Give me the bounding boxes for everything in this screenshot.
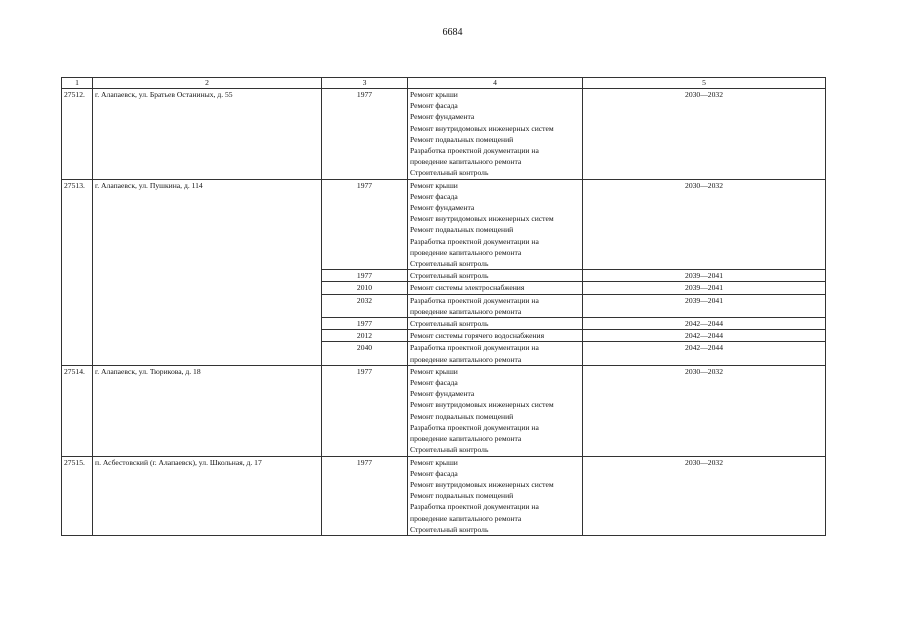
work-item: Ремонт фасада — [410, 468, 458, 478]
year-cell: 1977 — [322, 89, 408, 180]
year-cell: 2010 — [322, 282, 408, 294]
work-item: Строительный контроль — [410, 524, 489, 534]
work-item: Ремонт крыши — [410, 180, 458, 190]
table-row — [62, 179, 826, 270]
period-cell: 2039—2041 — [583, 294, 826, 317]
work-item: Разработка проектной документации на — [410, 422, 539, 432]
period-cell: 2030—2032 — [583, 179, 826, 270]
work-item: Ремонт внутридомовых инженерных систем — [410, 479, 554, 489]
table-body — [62, 89, 826, 536]
year-cell: 1977 — [322, 270, 408, 282]
work-item: проведение капитального ремонта — [410, 247, 522, 257]
period-cell: 2042—2044 — [583, 330, 826, 342]
work-item: Ремонт подвальных помещений — [410, 134, 514, 144]
work-item: Строительный контроль — [410, 319, 489, 329]
work-item: проведение капитального ремонта — [410, 306, 522, 316]
record-number: 27515. — [62, 456, 93, 535]
period-cell: 2030—2032 — [583, 365, 826, 456]
work-item: Ремонт фасада — [410, 378, 458, 388]
work-item: Разработка проектной документации на — [410, 295, 539, 305]
year-cell: 2040 — [322, 342, 408, 365]
works-cell — [408, 330, 583, 342]
period-cell: 2039—2041 — [583, 282, 826, 294]
header-cell-2: 2 — [93, 78, 322, 89]
work-item: проведение капитального ремонта — [410, 157, 522, 167]
building-address: г. Алапаевск, ул. Пушкина, д. 114 — [93, 179, 322, 365]
work-item: проведение капитального ремонта — [410, 354, 522, 364]
work-item: Ремонт системы горячего водоснабжения — [410, 331, 545, 341]
work-item: Ремонт крыши — [410, 457, 458, 467]
year-cell: 1977 — [322, 456, 408, 535]
table-row — [62, 89, 826, 180]
work-item: проведение капитального ремонта — [410, 434, 522, 444]
year-cell: 1977 — [322, 179, 408, 270]
work-item: Ремонт фасада — [410, 191, 458, 201]
work-item: Ремонт фундамента — [410, 203, 475, 213]
work-item: Ремонт подвальных помещений — [410, 411, 514, 421]
year-cell: 2032 — [322, 294, 408, 317]
building-address: г. Алапаевск, ул. Тюрикова, д. 18 — [93, 365, 322, 456]
works-cell — [408, 318, 583, 330]
work-item: Ремонт крыши — [410, 366, 458, 376]
year-cell: 2012 — [322, 330, 408, 342]
period-cell: 2042—2044 — [583, 342, 826, 365]
works-cell — [408, 342, 583, 365]
period-cell: 2042—2044 — [583, 318, 826, 330]
header-row — [62, 78, 826, 89]
period-cell: 2039—2041 — [583, 270, 826, 282]
table-row — [62, 456, 826, 535]
work-item: Строительный контроль — [410, 271, 489, 281]
building-address: г. Алапаевск, ул. Братьев Останиных, д. 55 — [93, 89, 322, 180]
work-item: Ремонт фундамента — [410, 112, 475, 122]
works-cell — [408, 294, 583, 317]
work-item: Ремонт внутридомовых инженерных систем — [410, 400, 554, 410]
work-item: Строительный контроль — [410, 445, 489, 455]
building-address: п. Асбестовский (г. Алапаевск), ул. Школьная, д. 17 — [93, 456, 322, 535]
works-cell — [408, 179, 583, 270]
year-cell: 1977 — [322, 365, 408, 456]
work-item: Ремонт подвальных помещений — [410, 491, 514, 501]
work-item: Строительный контроль — [410, 168, 489, 178]
record-number: 27513. — [62, 179, 93, 365]
works-cell — [408, 282, 583, 294]
works-cell — [408, 89, 583, 180]
works-cell — [408, 270, 583, 282]
page-number: 6684 — [442, 27, 463, 38]
work-item: Ремонт крыши — [410, 90, 458, 99]
header-cell-5: 5 — [583, 78, 826, 89]
work-item: Ремонт внутридомовых инженерных систем — [410, 214, 554, 224]
period-cell: 2030—2032 — [583, 456, 826, 535]
record-number: 27514. — [62, 365, 93, 456]
table-row — [62, 365, 826, 456]
work-item: Ремонт фундамента — [410, 389, 475, 399]
work-item: Разработка проектной документации на — [410, 502, 539, 512]
header-cell-1: 1 — [62, 78, 93, 89]
header-cell-4: 4 — [408, 78, 583, 89]
year-cell: 1977 — [322, 318, 408, 330]
period-cell: 2030—2032 — [583, 89, 826, 180]
overhaul-schedule-table — [61, 77, 826, 536]
record-number: 27512. — [62, 89, 93, 180]
work-item: Ремонт внутридомовых инженерных систем — [410, 123, 554, 133]
work-item: Разработка проектной документации на — [410, 236, 539, 246]
work-item: Разработка проектной документации на — [410, 343, 539, 353]
header-cell-3: 3 — [322, 78, 408, 89]
works-cell — [408, 456, 583, 535]
work-item: Ремонт подвальных помещений — [410, 225, 514, 235]
work-item: Ремонт фасада — [410, 101, 458, 111]
work-item: проведение капитального ремонта — [410, 513, 522, 523]
work-item: Строительный контроль — [410, 259, 489, 269]
work-item: Разработка проектной документации на — [410, 146, 539, 156]
works-cell — [408, 365, 583, 456]
work-item: Ремонт системы электроснабжения — [410, 283, 525, 293]
